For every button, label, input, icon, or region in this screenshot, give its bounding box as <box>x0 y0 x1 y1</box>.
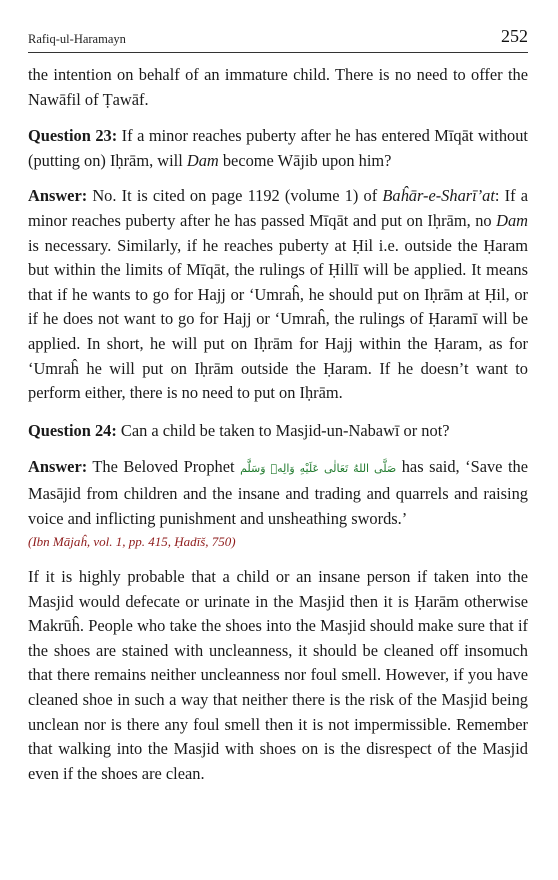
question-text: become Wājib upon him? <box>218 150 392 170</box>
answer-label: Answer: <box>28 457 88 477</box>
term-dam: Dam <box>186 150 219 170</box>
page-body <box>28 63 528 786</box>
term-dam: Dam <box>496 210 528 230</box>
question-label: Question 23: <box>28 126 118 146</box>
book-reference: Baĥār-e-Sharī’at <box>382 186 495 206</box>
answer-text: is necessary. Similarly, if he reaches puberty at Ḥil i.e. outside the Ḥaram but within the limits of Mīqāt, the rulings of Ḥillī will be applied. It means that if he wants to go for Hajj or ‘Umraĥ, he should put on Iḥrām at Ḥil, or if he does not want to go for Hajj or ‘Umraĥ, the rulings of Ḥaramī will be applied. In short, he will put on Iḥrām for Hajj within the Ḥaram, as for ‘Umraĥ he will put on Iḥrām outside the Ḥaram. If he doesn’t want to perform either, there is no need to put on Iḥrām. <box>28 235 528 403</box>
question-23 <box>28 124 528 173</box>
question-text: Can a child be taken to Masjid-un-Nabawī or not? <box>116 420 450 440</box>
salutation-calligraphy: صَلَّى اللهُ تَعَالٰى عَلَيْهِ وَالِهٖ وَسَلَّم <box>240 462 397 476</box>
answer-text: : If a minor reaches puberty after he has passed Mīqāt and put on Iḥrām, no <box>28 186 528 230</box>
answer-23 <box>28 184 528 405</box>
paragraph-final: If it is highly probable that a child or an insane person if taken into the Masjid would defecate or urinate in the Masjid then it is Ḥarām otherwise Makrūĥ. People who take the shoes into the Masjid should make sure that if the shoes are stained with uncleanness, it should be cleaned off insomuch that there remains neither uncleanness nor foul smell. However, if you have cleaned shoe in such a way that neither there is the risk of the Masjid being unclean nor is there any foul smell then it is not impermissible. Remember that walking into the Masjid with shoes on is the disrespect of the Masjid even if the shoes are clean. <box>28 567 528 783</box>
answer-24 <box>28 455 528 531</box>
hadith-reference: (Ibn Mājaĥ, vol. 1, pp. 415, Ḥadīš, 750) <box>28 534 236 550</box>
question-text: If a minor reaches puberty after he has entered Mīqāt without (putting on) Iḥrām, will <box>28 126 528 170</box>
answer-label: Answer: <box>28 186 88 206</box>
question-24 <box>28 419 528 444</box>
book-title: Rafiq-ul-Haramayn <box>28 32 126 46</box>
header-divider <box>28 52 528 53</box>
page-header <box>28 26 528 50</box>
answer-text: The Beloved Prophet <box>87 457 241 477</box>
question-label: Question 24: <box>28 420 117 440</box>
paragraph-continuation: the intention on behalf of an immature child. There is no need to offer the Nawāfil of Ṭawāf. <box>28 65 528 109</box>
answer-text: No. It is cited on page 1192 (volume 1) of <box>87 186 383 206</box>
answer-text: has said, ‘Save the Masājid from children and the insane and trading and quarrels and raising voice and inflicting punishment and unsheathing swords.’ <box>28 457 529 528</box>
page-number: 252 <box>501 26 528 46</box>
